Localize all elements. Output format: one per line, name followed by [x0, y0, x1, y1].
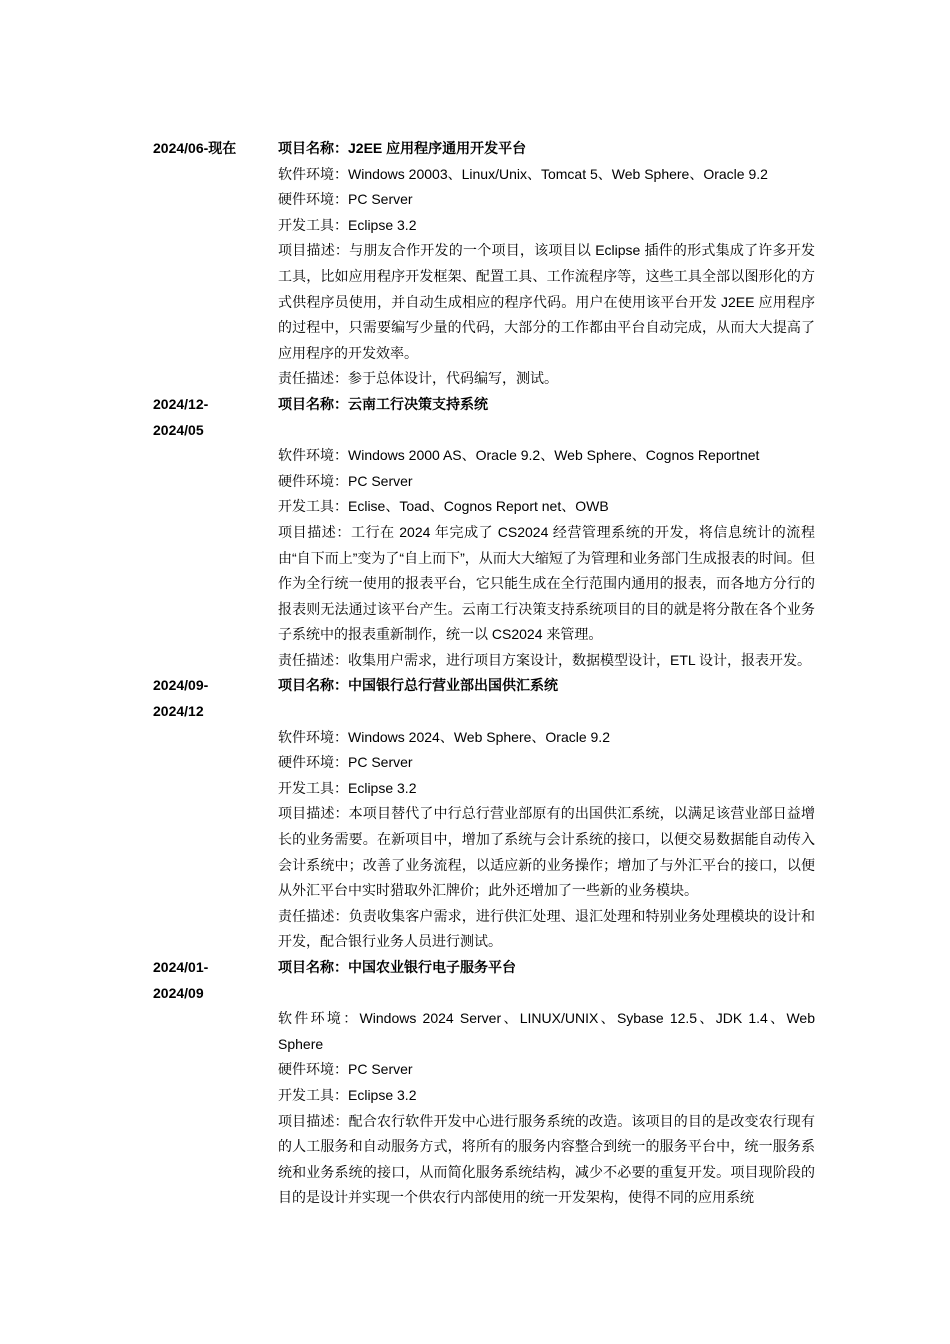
project-details [278, 673, 815, 955]
software-environment: 软件环境：Windows 2024、Web Sphere、Oracle 9.2 [278, 728, 610, 745]
project-description: 项目描述：工行在 2024 年完成了 CS2024 经营管理系统的开发，将信息统计的流程由“自下而上”变为了“自上而下”，从而大大缩短了为管理和业务部门生成报表的时间。但作为全行统一使用的报表平台，它只能生成在全行范围内通用的报表，而各地方分行的报表则无法通过该平台产生。云南工行决策支持系统项目的目的就是将分散在各个业务子系统中的报表重新制作，统一以 CS2024 来管理。 [278, 523, 815, 643]
project-title: 项目名称：云南工行决策支持系统 [278, 395, 488, 412]
project-entry [0, 136, 950, 392]
responsibility-description: 责任描述：收集用户需求，进行项目方案设计，数据模型设计，ETL 设计，报表开发。 [278, 651, 812, 668]
software-environment: 软件环境：Windows 20003、Linux/Unix、Tomcat 5、Web Sphere、Oracle 9.2 [278, 165, 768, 182]
software-environment: 软件环境：Windows 2024 Server、LINUX/UNIX、Sybase 12.5、JDK 1.4、Web Sphere [278, 1010, 815, 1052]
date-spacer [278, 981, 815, 1007]
responsibility-description: 责任描述：参于总体设计，代码编写，测试。 [278, 370, 558, 387]
date-spacer [278, 418, 815, 444]
project-description: 项目描述：配合农行软件开发中心进行服务系统的改造。该项目的目的是改变农行现有的人工服务和自动服务方式，将所有的服务内容整合到统一的服务平台中，统一服务系统和业务系统的接口，从而简化服务系统结构，减少不必要的重复开发。项目现阶段的目的是设计并实现一个供农行内部使用的统一开发架构，使得不同的应用系统 [278, 1112, 815, 1206]
project-title: 项目名称：中国银行总行营业部出国供汇系统 [278, 677, 558, 694]
project-date: 2024/06-现在 [153, 140, 237, 156]
hardware-environment: 硬件环境：PC Server [278, 754, 413, 771]
project-date: 2024/09- 2024/12 [153, 677, 209, 720]
project-details [278, 955, 815, 1211]
hardware-environment: 硬件环境：PC Server [278, 1061, 413, 1078]
hardware-environment: 硬件环境：PC Server [278, 191, 413, 208]
project-entry [0, 673, 950, 955]
resume-project-list [0, 136, 950, 1211]
development-tools: 开发工具：Eclipse 3.2 [278, 779, 417, 796]
project-title: 项目名称：中国农业银行电子服务平台 [278, 959, 516, 975]
project-description: 项目描述：本项目替代了中行总行营业部原有的出国供汇系统，以满足该营业部日益增长的业务需要。在新项目中，增加了系统与会计系统的接口，以便交易数据能自动传入会计系统中；改善了业务流程，以适应新的业务操作；增加了与外汇平台的接口，以便从外汇平台中实时猎取外汇牌价；此外还增加了一些新的业务模块。 [278, 805, 815, 899]
project-title: 项目名称：J2EE 应用程序通用开发平台 [278, 140, 527, 156]
responsibility-description: 责任描述：负责收集客户需求，进行供汇处理、退汇处理和特别业务处理模块的设计和开发，配合银行业务人员进行测试。 [278, 907, 815, 950]
development-tools: 开发工具：Eclipse 3.2 [278, 216, 417, 233]
project-details [278, 136, 815, 392]
project-entry [0, 392, 950, 674]
project-details [278, 392, 815, 674]
software-environment: 软件环境：Windows 2000 AS、Oracle 9.2、Web Sphere、Cognos Reportnet [278, 447, 760, 464]
project-date: 2024/12- 2024/05 [153, 395, 209, 438]
project-date: 2024/01- 2024/09 [153, 959, 209, 1001]
project-entry [0, 955, 950, 1211]
development-tools: 开发工具：Eclipse 3.2 [278, 1086, 417, 1103]
project-description: 项目描述：与朋友合作开发的一个项目，该项目以 Eclipse 插件的形式集成了许多开发工具，比如应用程序开发框架、配置工具、工作流程序等，这些工具全部以图形化的方式供程序员使用，并自动生成相应的程序代码。用户在使用该平台开发 J2EE 应用程序的过程中，只需要编写少量的代码，大部分的工作都由平台自动完成，从而大大提高了应用程序的开发效率。 [278, 242, 815, 361]
date-spacer [278, 699, 815, 725]
hardware-environment: 硬件环境：PC Server [278, 472, 413, 489]
development-tools: 开发工具：Eclise、Toad、Cognos Report net、OWB [278, 498, 609, 515]
